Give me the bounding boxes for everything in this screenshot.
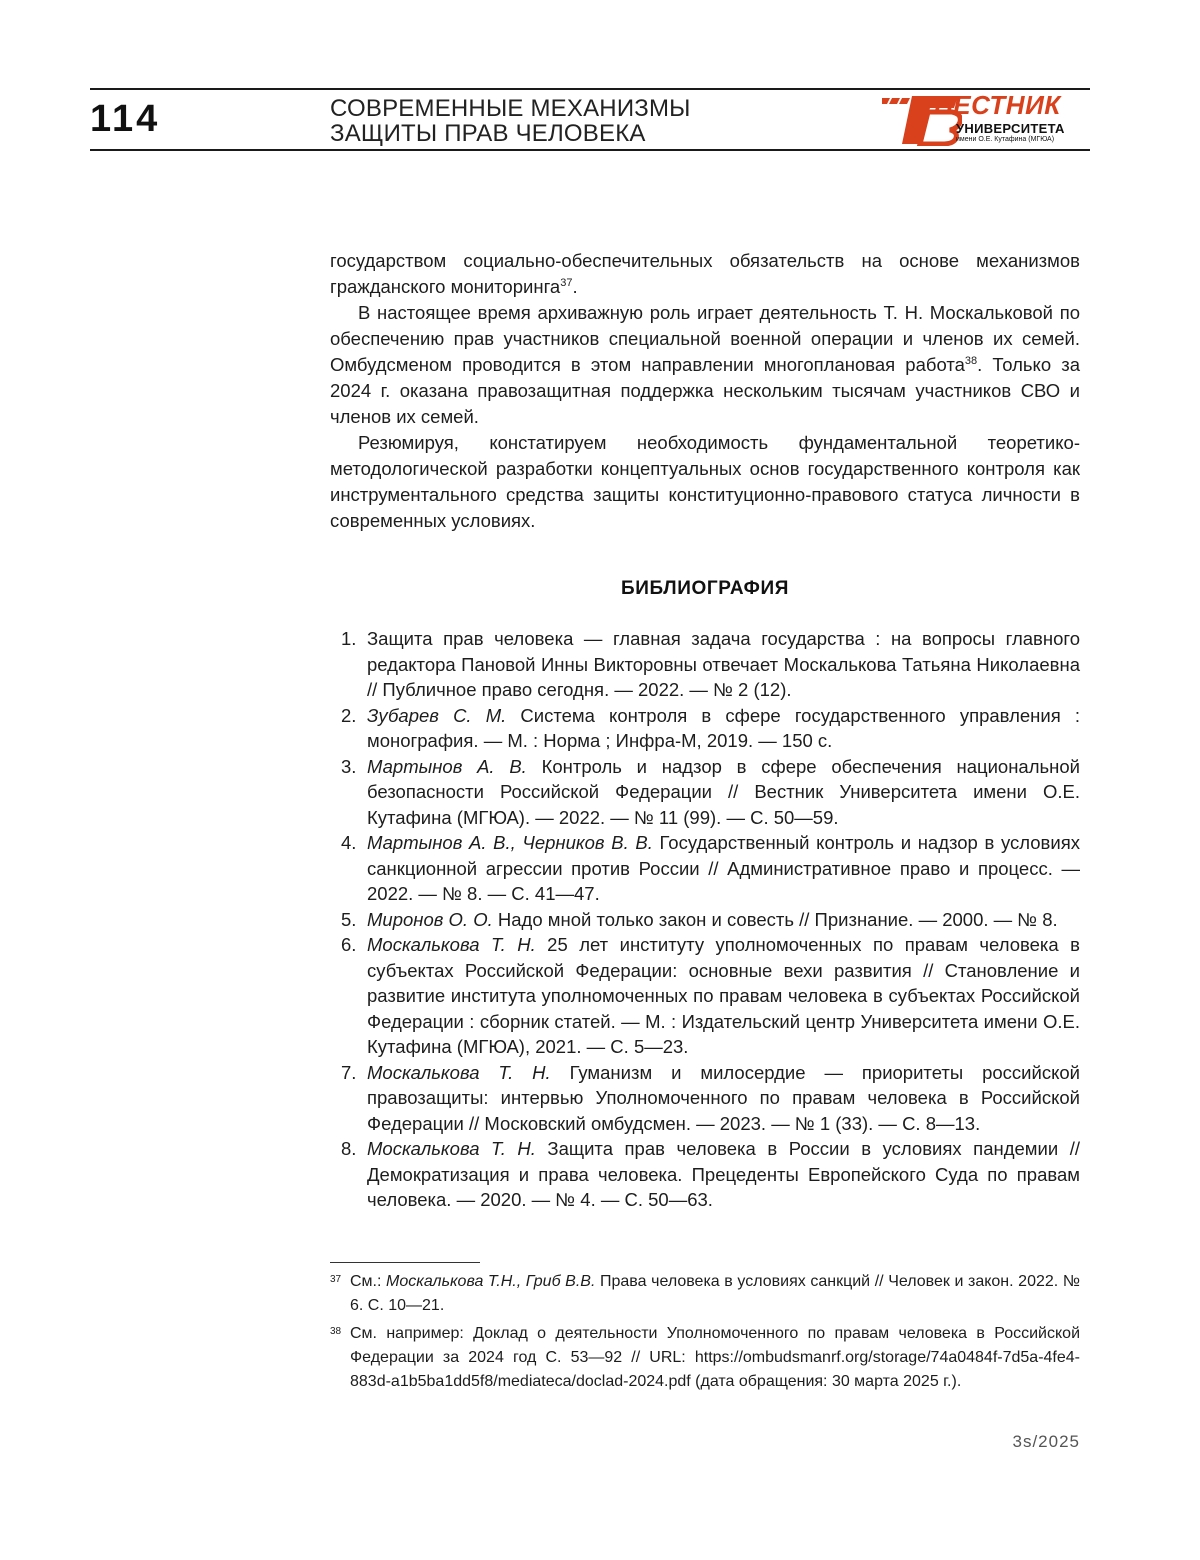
footnote-author: Москалькова Т.Н., Гриб В.В. xyxy=(386,1273,595,1290)
item-author: Москалькова Т. Н. xyxy=(367,1138,536,1159)
bibliography-item xyxy=(330,907,1080,933)
item-number: 2. xyxy=(341,703,356,729)
section-title-line-1: СОВРЕМЕННЫЕ МЕХАНИЗМЫ xyxy=(330,96,800,121)
item-author: Мартынов А. В. xyxy=(367,756,527,777)
footnote-text: См. например: Доклад о деятельности Уполномоченного по правам человека в Российской Федерации за 2024 год С. 53—92 // URL: https://ombudsmanrf.org/storage/74a0484f-7d5a-4fe4-883d-a1b5ba1dd5f8/mediateca/doclad-2024.pdf (дата обращения: 30 марта 2025 г.). xyxy=(350,1325,1080,1390)
paragraph-1 xyxy=(330,248,1080,300)
paragraph-1-text: государством социально-обеспечительных обязательств на основе механизмов гражданского мониторинга xyxy=(330,250,1080,297)
item-text: 25 лет институту уполномоченных по правам человека в субъектах Российской Федерации: основные вехи развития // Становление и развитие института уполномоченных по правам человека в субъектах Российской Федерации : сборник статей. — М. : Издательский центр Университета имени О.Е. Кутафина (МГЮА), 2021. — С. 5—23. xyxy=(367,934,1080,1057)
bibliography-list xyxy=(330,626,1080,1213)
footnote-prefix: См.: xyxy=(350,1273,386,1290)
bibliography-item xyxy=(330,932,1080,1060)
footnote-ref-38[interactable]: 38 xyxy=(965,355,977,367)
footnotes xyxy=(330,1270,1080,1398)
footnote-mark: 37 xyxy=(330,1268,341,1292)
footnote-separator xyxy=(330,1262,480,1263)
logo-subtitle: имени О.Е. Кутафина (МГЮА) xyxy=(956,136,1054,143)
item-author: Зубарев С. М. xyxy=(367,705,506,726)
item-text: Система контроля в сфере государственного управления : монография. — М. : Норма ; Инфра-М, 2019. — 150 с. xyxy=(367,705,1080,752)
bibliography-item xyxy=(330,754,1080,831)
paragraph-2-text: В настоящее время архиважную роль играет деятельность Т. Н. Москальковой по обеспечению прав участников специальной военной операции и членов их семей. Омбудсменом проводится в этом направлении многоплановая работа xyxy=(330,302,1080,375)
item-number: 6. xyxy=(341,932,356,958)
item-number: 7. xyxy=(341,1060,356,1086)
item-author: Миронов О. О. xyxy=(367,909,493,930)
paragraph-3: Резюмируя, констатируем необходимость фундаментальной теоретико-методологической разработки концептуальных основ государственного контроля как инструментального средства защиты конституционно-правового статуса личности в современных условиях. xyxy=(330,430,1080,534)
footnote-mark: 38 xyxy=(330,1320,341,1344)
item-text: Защита прав человека — главная задача государства : на вопросы главного редактора Пановой Инны Викторовны отвечает Москалькова Татьяна Николаевна // Публичное право сегодня. — 2022. — № 2 (12). xyxy=(367,628,1080,700)
item-text: Государственный контроль и надзор в условиях санкционной агрессии против России // Административное право и процесс. — 2022. — № 8. — С. 41—47. xyxy=(367,832,1080,904)
bibliography-heading: БИБЛИОГРАФИЯ xyxy=(330,578,1080,600)
paragraph-1-end: . xyxy=(572,276,577,297)
item-number: 1. xyxy=(341,626,356,652)
bibliography-item xyxy=(330,1060,1080,1137)
journal-logo xyxy=(882,92,1090,146)
item-number: 3. xyxy=(341,754,356,780)
issue-number: 3s/2025 xyxy=(990,1432,1080,1452)
item-text: Контроль и надзор в сфере обеспечения национальной безопасности Российской Федерации // Вестник Университета имени О.Е. Кутафина (МГЮА). — 2022. — № 11 (99). — С. 50—59. xyxy=(367,756,1080,828)
footnote-ref-37[interactable]: 37 xyxy=(560,277,572,289)
paragraph-2-end: . Только за 2024 г. оказана правозащитная поддержка нескольким тысячам участников СВО и членов их семей. xyxy=(330,354,1080,427)
page-number: 114 xyxy=(90,98,160,141)
bibliography-item xyxy=(330,1136,1080,1213)
bibliography-item xyxy=(330,830,1080,907)
item-text: Гуманизм и милосердие — приоритеты российской правозащиты: интервью Уполномоченного по правам человека в Российской Федерации // Московский омбудсмен. — 2023. — № 1 (33). — С. 8—13. xyxy=(367,1062,1080,1134)
item-author: Москалькова Т. Н. xyxy=(367,1062,551,1083)
item-author: Мартынов А. В., Черников В. В. xyxy=(367,832,653,853)
article-body xyxy=(330,248,1080,534)
footnote-38 xyxy=(330,1322,1080,1394)
bibliography-item xyxy=(330,703,1080,754)
footnote-37 xyxy=(330,1270,1080,1318)
footnote-text: Права человека в условиях санкций // Человек и закон. 2022. № 6. С. 10—21. xyxy=(350,1273,1080,1314)
item-number: 5. xyxy=(341,907,356,933)
item-author: Москалькова Т. Н. xyxy=(367,934,536,955)
paragraph-2 xyxy=(330,300,1080,430)
section-title-line-2: ЗАЩИТЫ ПРАВ ЧЕЛОВЕКА xyxy=(330,121,800,146)
section-title xyxy=(330,96,800,146)
item-number: 4. xyxy=(341,830,356,856)
page-header xyxy=(90,88,1090,150)
bibliography-item xyxy=(330,626,1080,703)
item-text: Защита прав человека в России в условиях пандемии // Демократизация и права человека. Прецеденты Европейского Суда по правам человека. — 2020. — № 4. — С. 50—63. xyxy=(367,1138,1080,1210)
header-bottom-rule xyxy=(90,149,1090,151)
item-text: Надо мной только закон и совесть // Признание. — 2000. — № 8. xyxy=(493,909,1058,930)
item-number: 8. xyxy=(341,1136,356,1162)
logo-university: УНИВЕРСИТЕТА xyxy=(956,121,1065,136)
logo-word: ВЕСТНИК xyxy=(934,90,1061,121)
